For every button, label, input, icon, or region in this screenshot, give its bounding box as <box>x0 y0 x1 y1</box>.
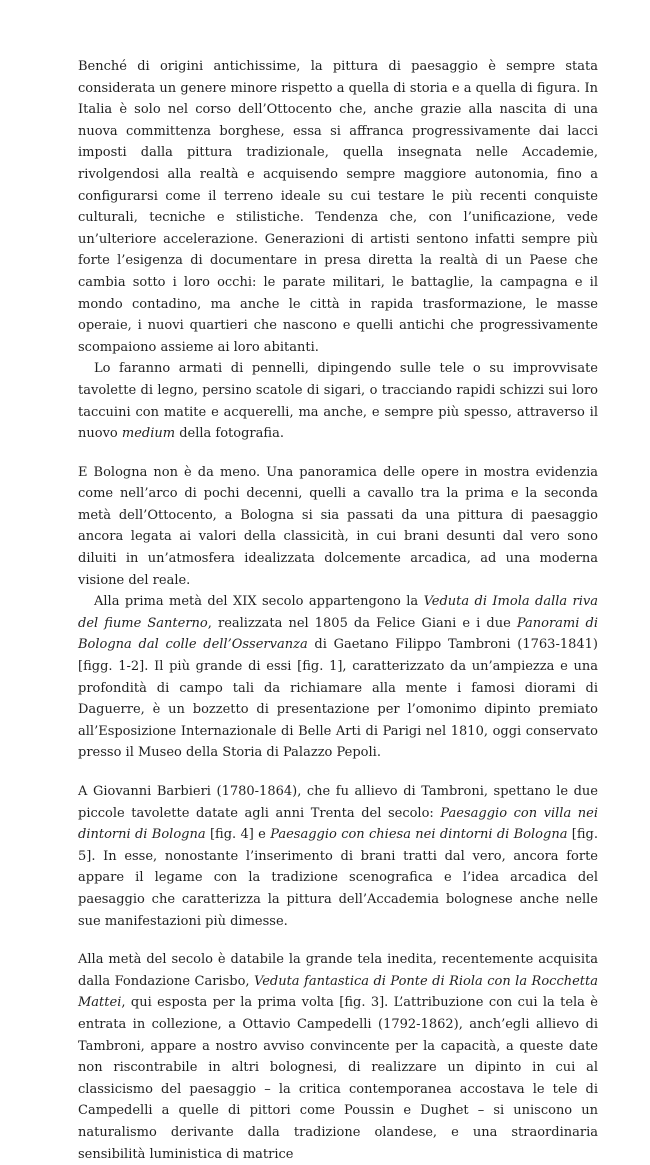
text-run: , qui esposta per la prima volta [fig. 3]. L’attribuzione con cui la tela è entrata in collezione, a Ottavio Campedelli (1792-1862), anch’egli allievo di Tambroni, appare a nostro avviso convincente per la capacità, a queste date non riscontrabile in altri bolognesi, di realizzare un dipinto in cui al classicismo del paesaggio – la critica contemporanea accostava le tele di Campedelli a quelle di pittori come Poussin e Dughet – si uniscono un naturalismo derivante dalla tradizione olandese, e una straordinaria sensibilità luministica di matrice <box>78 995 598 1162</box>
italic-title-run: Veduta fantastica di Ponte di Riola con la Rocchetta Mattei <box>78 973 598 1011</box>
text-run: di Gaetano Filippo Tambroni (1763-1841) [figg. 1-2]. Il più grande di essi [fig. 1], caratterizzato da un’ampiezza e una profondità di campo tali da richiamare alla mente i famosi diorami di Daguerre, è un bozzetto di presentazione per l’omonimo dipinto premiato all’Esposizione Internazionale di Belle Arti di Parigi nel 1810, oggi conservato presso il Museo della Storia di Palazzo Pepoli. <box>78 637 598 761</box>
text-run: Lo faranno armati di pennelli, dipingendo sulle tele o su improvvisate tavolette di legno, persino scatole di sigari, o tracciando rapidi schizzi sui loro taccuini con matite e acquerelli, ma anche, e sempre più spesso, attraverso il nuovo <box>78 361 598 442</box>
italic-title-run: Veduta di Imola dalla riva del fiume Santerno <box>78 594 598 631</box>
text-run: Alla metà del secolo è databile la grande tela inedita, recentemente acquisita dalla Fondazione Carisbo, <box>78 952 598 989</box>
paragraph-barbieri <box>78 781 598 932</box>
text-run: [fig. 4] e <box>205 827 271 843</box>
text-run: E Bologna non è da meno. Una panoramica delle opere in mostra evidenzia come nell’arco di pochi decenni, quelli a cavallo tra la prima e la seconda metà dell’Ottocento, a Bologna si sia passati da una pittura di paesaggio ancora legata ai valori della classicità, in cui brani desunti dal vero sono diluiti in un’atmosfera idealizzata dolcemente arcadica, ad una moderna visione del reale. <box>78 464 598 588</box>
paragraph-mid-century-canvas <box>78 949 598 1165</box>
italic-title-run: Paesaggio con chiesa nei dintorni di Bologna <box>270 827 568 843</box>
text-run: Alla prima metà del XIX secolo appartengono la <box>94 594 424 610</box>
text-run: , realizzata nel 1805 da Felice Giani e i due <box>207 615 517 631</box>
paragraph-landscape-genre <box>78 56 598 358</box>
paragraph-first-half-century <box>78 591 598 764</box>
italic-title-run: Paesaggio con villa nei dintorni di Bologna <box>78 805 598 843</box>
document-page <box>78 56 598 1165</box>
paragraph-tools-and-photography <box>78 358 598 444</box>
text-run: A Giovanni Barbieri (1780-1864), che fu allievo di Tambroni, spettano le due piccole tavolette datate agli anni Trenta del secolo: <box>78 784 598 821</box>
text-run: della fotografia. <box>175 426 284 442</box>
paragraph-bologna-overview <box>78 462 598 592</box>
text-run: [fig. 5]. In esse, nonostante l’inserimento di brani tratti dal vero, ancora forte appare il legame con la tradizione scenografica e l’idea arcadica del paesaggio che caratterizza la pittura dell’Accademia bolognese anche nelle sue manifestazioni più dimesse. <box>78 827 598 929</box>
text-run: Benché di origini antichissime, la pittura di paesaggio è sempre stata considerata un genere minore rispetto a quella di storia e a quella di figura. In Italia è solo nel corso dell’Ottocento che, anche grazie alla nascita di una nuova committenza borghese, essa si affranca progressivamente dai lacci imposti dalla pittura tradizionale, quella insegnata nelle Accademie, rivolgendosi alla realtà e acquisendo sempre maggiore autonomia, fino a configurarsi come il terreno ideale su cui testare le più recenti conquiste culturali, tecniche e stilistiche. Tendenza che, con l’unificazione, vede un’ulteriore accelerazione. Generazioni di artisti sentono infatti sempre più forte l’esigenza di documentare in presa diretta la realtà di un Paese che cambia sotto i loro occhi: le parate militari, le battaglie, la campagna e il mondo contadino, ma anche le città in rapida trasformazione, le masse operaie, i nuovi quartieri che nascono e quelli antichi che progressivamente scompaiono assieme ai loro abitanti. <box>78 59 598 355</box>
italic-title-run: medium <box>121 426 176 442</box>
italic-title-run: Panorami di Bologna dal colle dell’Osservanza <box>78 615 598 653</box>
